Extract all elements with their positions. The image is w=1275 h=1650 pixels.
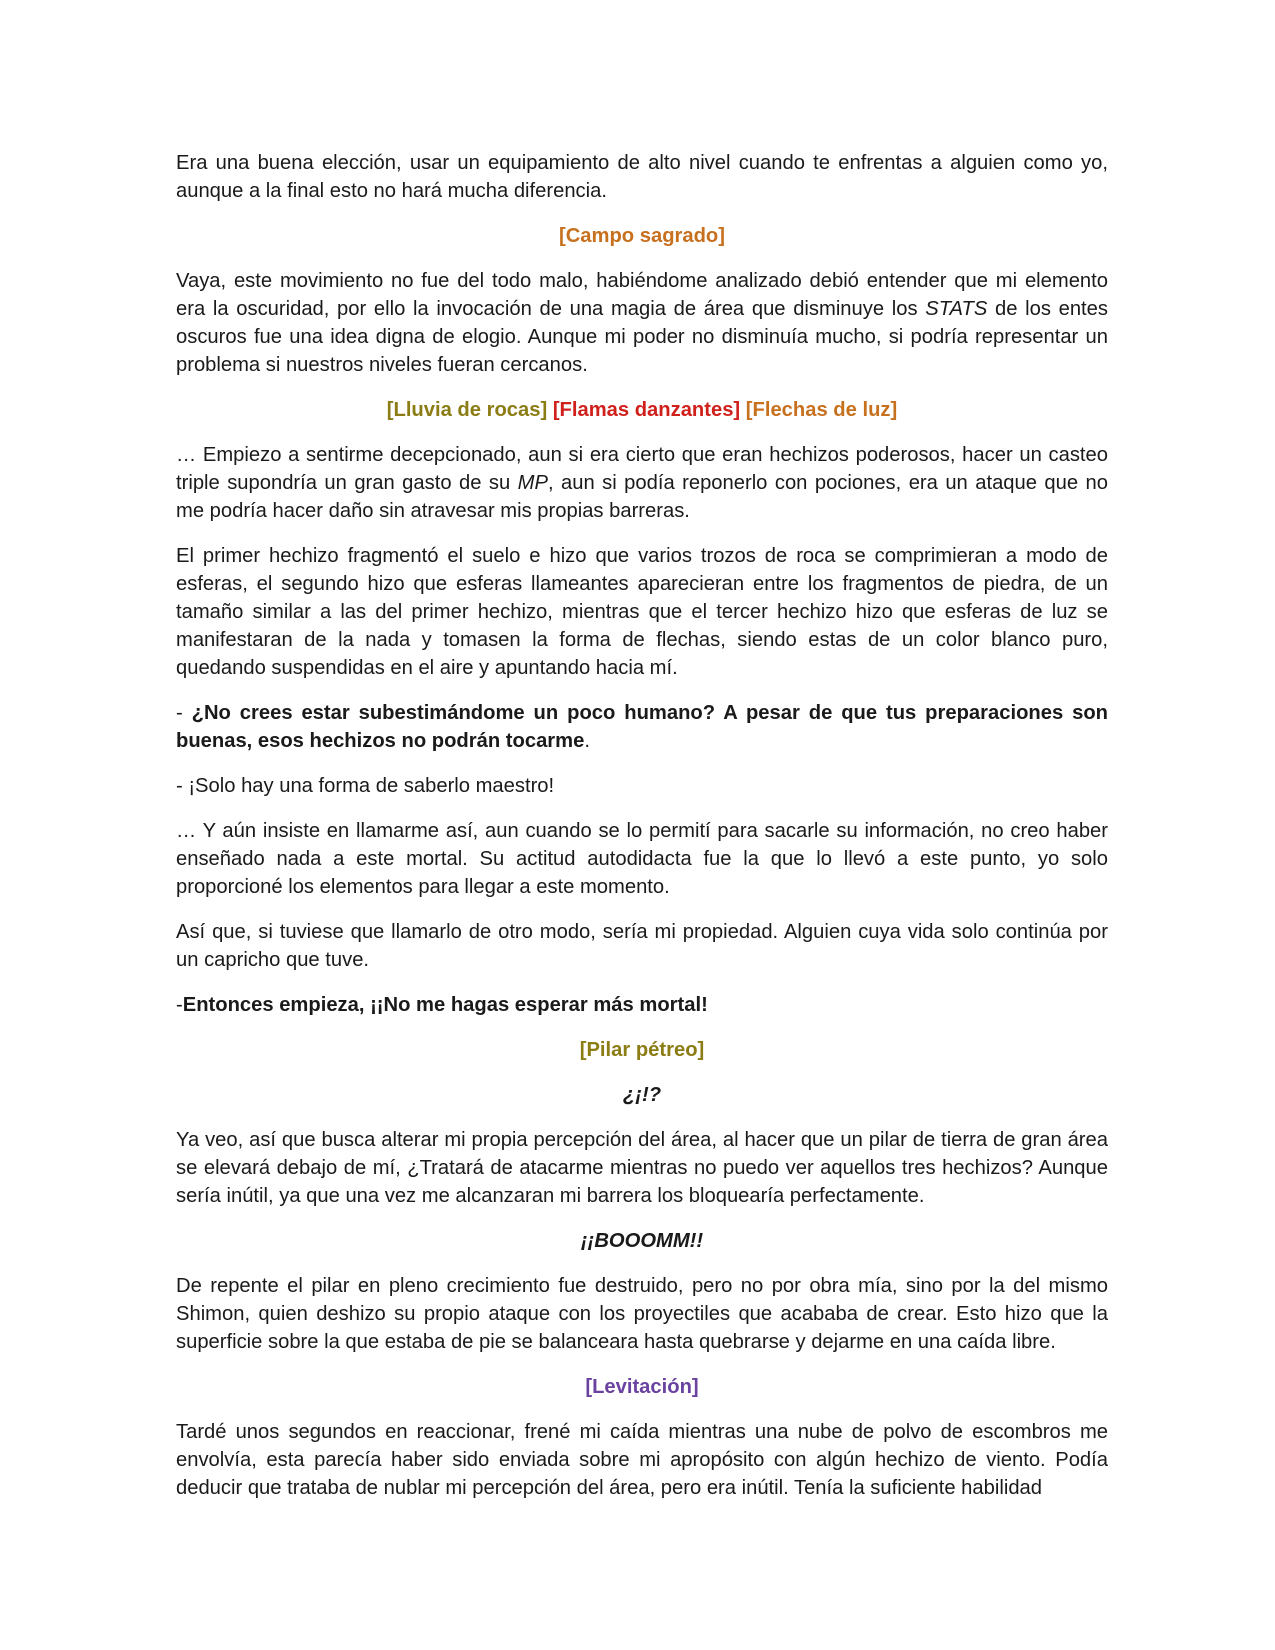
mp-term: MP xyxy=(517,472,548,494)
dialogue-2: - ¡Solo hay una forma de saberlo maestro! xyxy=(176,775,555,797)
paragraph-2 xyxy=(176,267,1108,379)
dialogue-1-dash: - xyxy=(176,702,192,724)
spell-pilar-petreo: [Pilar pétreo] xyxy=(579,1039,705,1061)
dialogue-3-dash: - xyxy=(176,994,183,1016)
dialogue-1-end: . xyxy=(584,730,590,752)
sfx-boom: ¡¡BOOOMM!! xyxy=(580,1230,704,1252)
dialogue-1 xyxy=(176,699,1108,755)
paragraph-2-part-a: Vaya, este movimiento no fue del todo malo, habiéndome analizado debió entender que mi elemento era la oscuridad, por ello la invocación de una magia de área que disminuye los xyxy=(176,270,1108,320)
paragraph-2-part-b: de los entes oscuros fue una idea digna de elogio. Aunque mi poder no disminuía mucho, si podría representar un problema si nuestros niveles fueran cercanos. xyxy=(176,298,1108,376)
paragraph-3 xyxy=(176,441,1108,525)
spell-levitacion: [Levitación] xyxy=(585,1376,699,1398)
spell-flamas-danzantes: [Flamas danzantes] xyxy=(552,399,741,421)
dialogue-1-text: ¿No crees estar subestimándome un poco humano? A pesar de que tus preparaciones son buenas, esos hechizos no podrán tocarme xyxy=(176,702,1108,752)
spell-heading-triple xyxy=(176,396,1108,424)
sfx-heading-1 xyxy=(176,1081,1108,1109)
spell-flechas-de-luz: [Flechas de luz] xyxy=(745,399,898,421)
paragraph-3-part-b: , aun si podía reponerlo con pociones, era un ataque que no me podría hacer daño sin atravesar mis propias barreras. xyxy=(176,472,1108,522)
spell-lluvia-de-rocas: [Lluvia de rocas] xyxy=(386,399,548,421)
spell-heading-pilar xyxy=(176,1036,1108,1064)
stats-term: STATS xyxy=(925,298,988,320)
paragraph-10: Ya veo, así que busca alterar mi propia percepción del área, al hacer que un pilar de tierra de gran área se elevará debajo de mí, ¿Tratará de atacarme mientras no puedo ver aquellos tres hechizos? Aunque sería inútil, ya que una vez me alcanzaran mi barrera los bloquearía perfectamente. xyxy=(176,1129,1108,1207)
paragraph-11: De repente el pilar en pleno crecimiento fue destruido, pero no por obra mía, sino por la del mismo Shimon, quien deshizo su propio ataque con los proyectiles que acababa de crear. Esto hizo que la superficie sobre la que estaba de pie se balanceara hasta quebrarse y dejarme en una caída libre. xyxy=(176,1275,1108,1353)
paragraph-1: Era una buena elección, usar un equipamiento de alto nivel cuando te enfrentas a alguien como yo, aunque a la final esto no hará mucha diferencia. xyxy=(176,152,1108,202)
spell-heading-campo-sagrado xyxy=(176,222,1108,250)
paragraph-4: El primer hechizo fragmentó el suelo e hizo que varios trozos de roca se comprimieran a modo de esferas, el segundo hizo que esferas llameantes aparecieran entre los fragmentos de piedra, de un tamaño similar a las del primer hechizo, mientras que el tercer hechizo hizo que esferas de luz se manifestaran de la nada y tomasen la forma de flechas, siendo estas de un color blanco puro, quedando suspendidas en el aire y apuntando hacia mí. xyxy=(176,545,1108,679)
sfx-heading-2 xyxy=(176,1227,1108,1255)
paragraph-12: Tardé unos segundos en reaccionar, frené mi caída mientras una nube de polvo de escombros me envolvía, esta parecía haber sido enviada sobre mi apropósito con algún hechizo de viento. Podía deducir que trataba de nublar mi percepción del área, pero era inútil. Tenía la suficiente habilidad xyxy=(176,1421,1108,1499)
paragraph-8: Así que, si tuviese que llamarlo de otro modo, sería mi propiedad. Alguien cuya vida solo continúa por un capricho que tuve. xyxy=(176,921,1108,971)
spell-heading-levitacion xyxy=(176,1373,1108,1401)
dialogue-3-text: Entonces empieza, ¡¡No me hagas esperar más mortal! xyxy=(182,994,708,1016)
spell-campo-sagrado: [Campo sagrado] xyxy=(558,225,725,247)
sfx-surprise: ¿¡!? xyxy=(622,1084,662,1106)
paragraph-7: … Y aún insiste en llamarme así, aun cuando se lo permití para sacarle su información, no creo haber enseñado nada a este mortal. Su actitud autodidacta fue la que lo llevó a este punto, yo solo proporcioné los elementos para llegar a este momento. xyxy=(176,820,1108,898)
paragraph-3-part-a: … Empiezo a sentirme decepcionado, aun si era cierto que eran hechizos poderosos, hacer un casteo triple supondría un gran gasto de su xyxy=(176,444,1108,494)
dialogue-3 xyxy=(176,991,1108,1019)
